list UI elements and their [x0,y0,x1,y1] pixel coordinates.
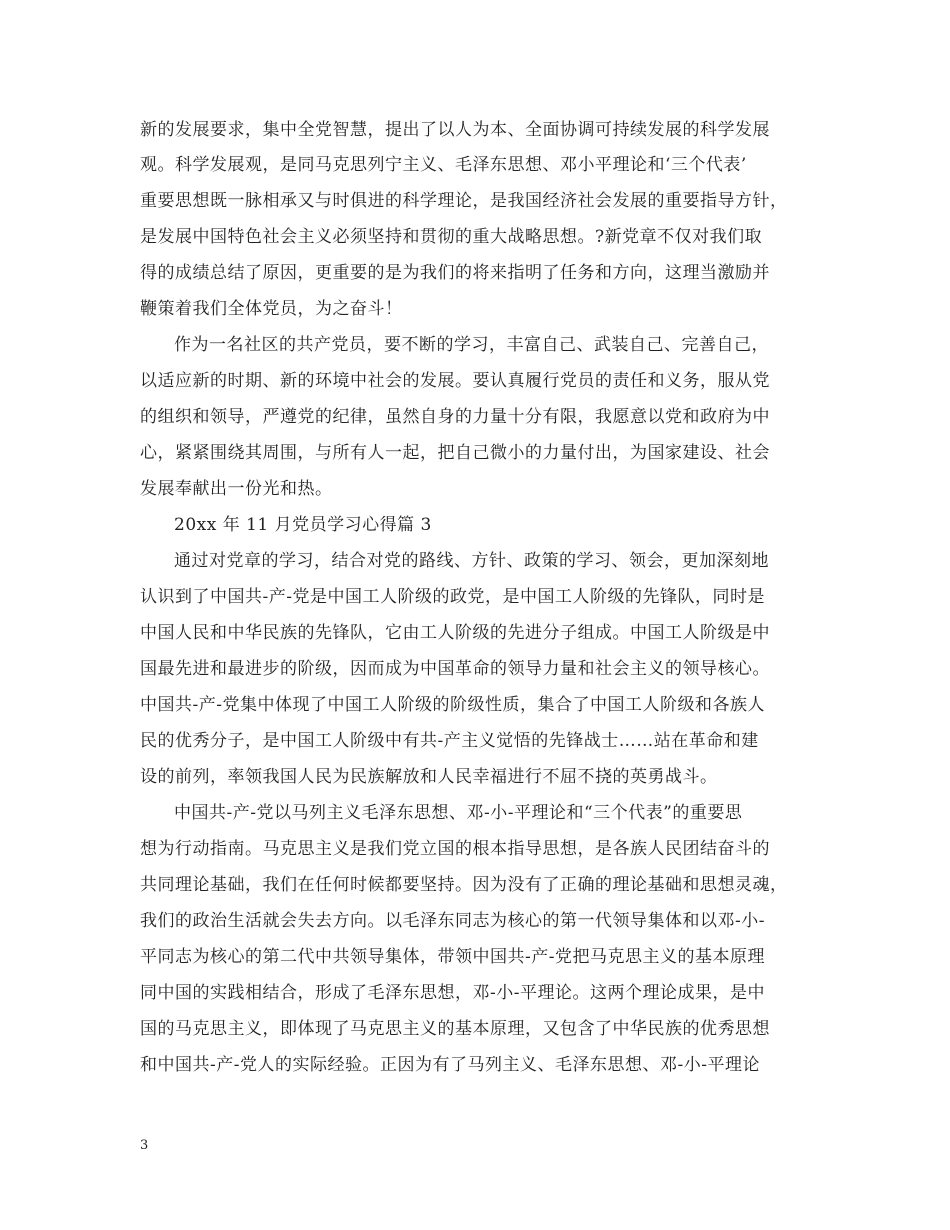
text-line: 认识到了中国共-产-党是中国工人阶级的政党，是中国工人阶级的先锋队，同时是 [140,587,765,607]
text-line: 和中国共-产-党人的实际经验。正因为有了马列主义、毛泽东思想、邓-小-平理论 [140,1055,760,1075]
text-line: 重要思想既一脉相承又与时俱进的科学理论，是我国经济社会发展的重要指导方针， [140,191,788,211]
text-line: 平同志为核心的第二代中共领导集体，带领中国共-产-党把马克思主义的基本原理 [140,947,765,967]
text-line: 观。科学发展观，是同马克思列宁主义、毛泽东思想、邓小平理论和‘三个代表’ [140,155,747,175]
text-line: 的组织和领导，严遵党的纪律，虽然自身的力量十分有限，我愿意以党和政府为中 [140,407,770,427]
text-line: 共同理论基础，我们在任何时候都要坚持。因为没有了正确的理论基础和思想灵魂， [140,875,788,895]
text-line: 中国共-产-党集中体现了中国工人阶级的阶级性质，集合了中国工人阶级和各族人 [140,695,765,715]
text-line: 心，紧紧围绕其周围，与所有人一起，把自己微小的力量付出，为国家建设、社会 [140,443,770,463]
text-line: 国最先进和最进步的阶级，因而成为中国革命的领导力量和社会主义的领导核心。 [140,659,770,679]
text-line: 新的发展要求，集中全党智慧，提出了以人为本、全面协调可持续发展的科学发展 [140,120,770,140]
text-line: 中国人民和中华民族的先锋队，它由工人阶级的先进分子组成。中国工人阶级是中 [140,623,770,643]
text-line: 设的前列，率领我国人民为民族解放和人民幸福进行不屈不挠的英勇战斗。 [140,767,718,787]
text-line: 我们的政治生活就会失去方向。以毛泽东同志为核心的第一代领导集体和以邓-小- [140,911,765,931]
text-line: 得的成绩总结了原因，更重要的是为我们的将来指明了任务和方向，这理当激励并 [140,263,770,283]
text-line: 以适应新的时期、新的环境中社会的发展。要认真履行党员的责任和义务，服从党 [140,371,770,391]
paragraph-first-line: 通过对党章的学习，结合对党的路线、方针、政策的学习、领会，更加深刻地 [174,551,769,571]
text-line: 发展奉献出一份光和热。 [140,479,333,499]
page-number: 3 [140,1138,149,1153]
paragraph-first-line: 作为一名社区的共产党员，要不断的学习，丰富自己、武装自己、完善自己， [174,335,769,355]
section-heading: 20xx 年 11 月党员学习心得篇 3 [174,515,432,535]
text-line: 国的马克思主义，即体现了马克思主义的基本原理，又包含了中华民族的优秀思想 [140,1019,770,1039]
paragraph-first-line: 中国共-产-党以马列主义毛泽东思想、邓-小-平理论和“三个代表”的重要思 [174,803,743,823]
text-line: 是发展中国特色社会主义必须坚持和贯彻的重大战略思想。?新党章不仅对我们取 [140,227,763,247]
text-line: 想为行动指南。马克思主义是我们党立国的根本指导思想，是各族人民团结奋斗的 [140,839,770,859]
text-line: 民的优秀分子，是中国工人阶级中有共-产主义觉悟的先锋战士……站在革命和建 [140,731,759,751]
text-line: 鞭策着我们全体党员，为之奋斗！ [140,299,403,319]
text-line: 同中国的实践相结合，形成了毛泽东思想，邓-小-平理论。这两个理论成果，是中 [140,983,765,1003]
